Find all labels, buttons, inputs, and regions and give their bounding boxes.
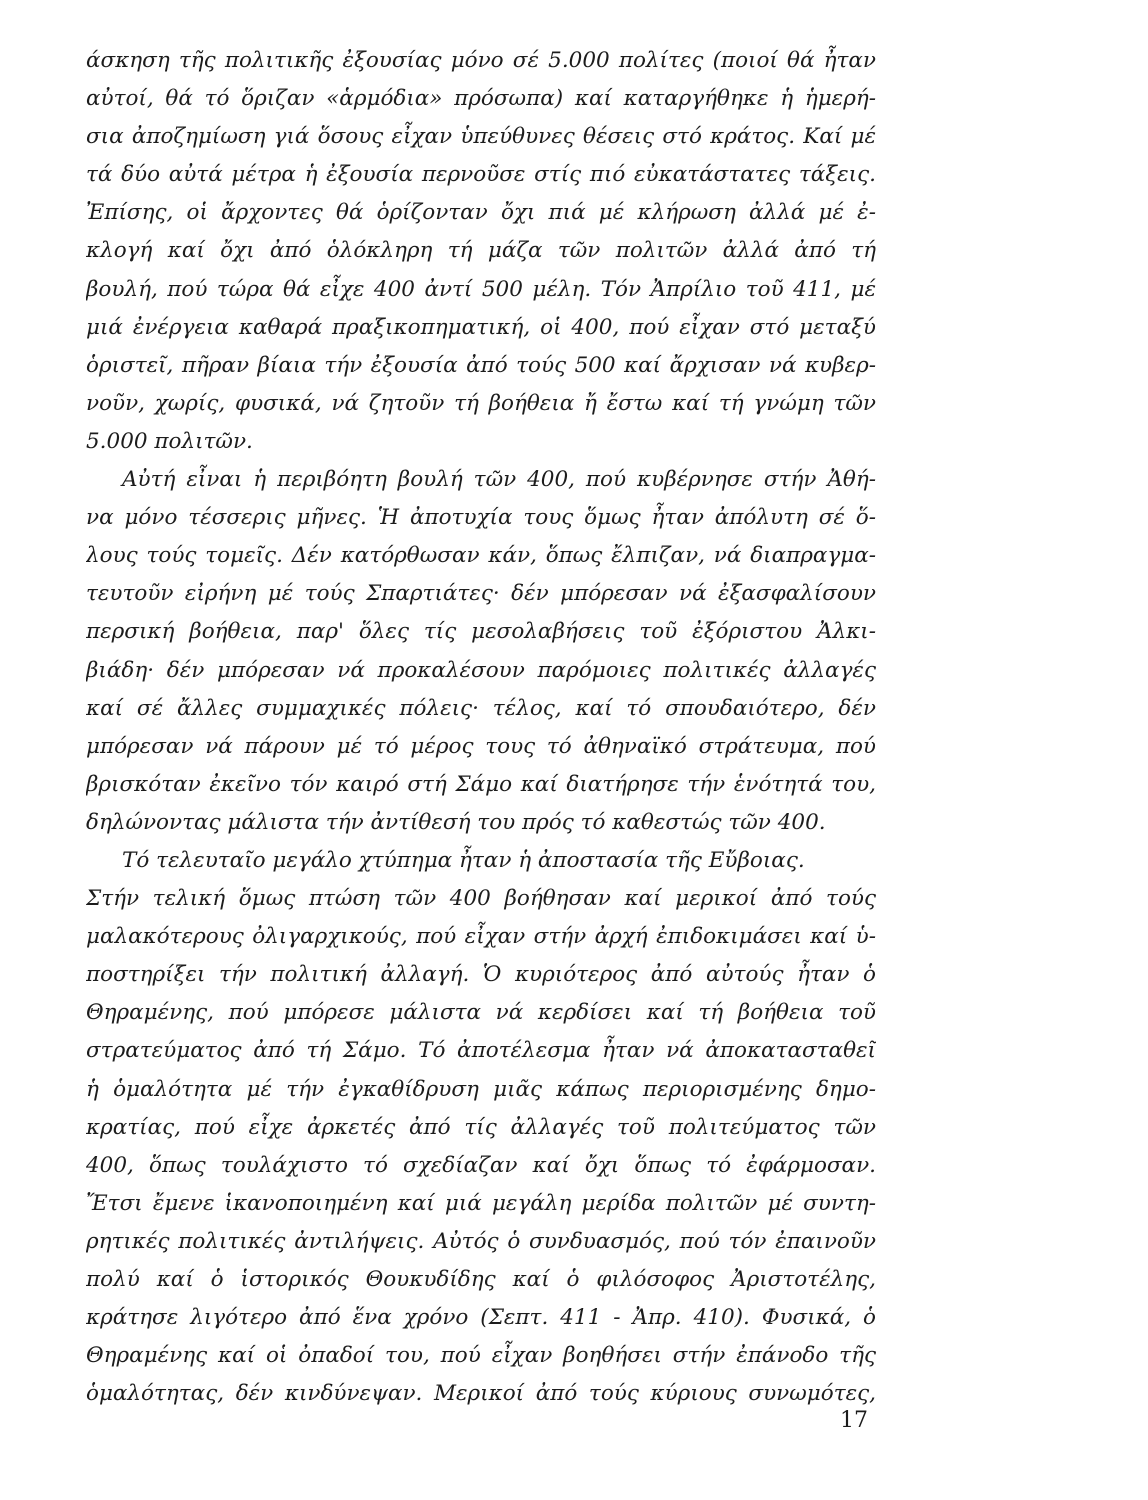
text-line: 400, ὅπως τουλάχιστο τό σχεδίαζαν καί ὄχι ὅπως τό ἐφάρμοσαν. — [86, 1152, 876, 1178]
text-line: μιά ἐνέργεια καθαρά πραξικοπηματική, οἱ 400, πού εἶχαν στό μεταξύ — [86, 314, 876, 340]
text-line: 5.000 πολιτῶν. — [86, 428, 253, 454]
text-line: Ἐπίσης, οἱ ἄρχοντες θά ὁρίζονταν ὄχι πιά μέ κλήρωση ἀλλά μέ ἐ- — [86, 200, 876, 226]
text-line: Ἔτσι ἔμενε ἱκανοποιημένη καί μιά μεγάλη μερίδα πολιτῶν μέ συντη- — [86, 1190, 876, 1216]
text-line: Στήν τελική ὅμως πτώση τῶν 400 βοήθησαν καί μερικοί ἀπό τούς — [86, 886, 876, 912]
text-line: βουλή, πού τώρα θά εἶχε 400 ἀντί 500 μέλη. Τόν Ἀπρίλιο τοῦ 411, μέ — [86, 276, 876, 302]
text-line: ἡ ὁμαλότητα μέ τήν ἐγκαθίδρυση μιᾶς κάπως περιορισμένης δημο- — [86, 1076, 876, 1102]
text-line: μαλακότερους ὀλιγαρχικούς, πού εἶχαν στήν ἀρχή ἐπιδοκιμάσει καί ὑ- — [86, 924, 876, 950]
text-line: βρισκόταν ἐκεῖνο τόν καιρό στή Σάμο καί διατήρησε τήν ἑνότητά του, — [86, 771, 876, 797]
text-line: λους τούς τομεῖς. Δέν κατόρθωσαν κάν, ὅπως ἔλπιζαν, νά διαπραγμα- — [86, 543, 876, 569]
text-line: δηλώνοντας μάλιστα τήν ἀντίθεσή του πρός τό καθεστώς τῶν 400. — [86, 809, 826, 835]
text-line: ὁμαλότητας, δέν κινδύνεψαν. Μερικοί ἀπό τούς κύριους συνωμότες, — [86, 1381, 876, 1407]
text-line: μπόρεσαν νά πάρουν μέ τό μέρος τους τό ἀθηναϊκό στράτευμα, πού — [86, 733, 876, 759]
text-line: νοῦν, χωρίς, φυσικά, νά ζητοῦν τή βοήθεια ἤ ἔστω καί τή γνώμη τῶν — [86, 390, 876, 416]
text-line: βιάδη· δέν μπόρεσαν νά προκαλέσουν παρόμοιες πολιτικές ἀλλαγές — [86, 657, 876, 683]
text-line: τευτοῦν εἰρήνη μέ τούς Σπαρτιάτες· δέν μπόρεσαν νά ἐξασφαλίσουν — [86, 581, 876, 607]
text-line: Θηραμένης, πού μπόρεσε μάλιστα νά κερδίσει καί τή βοήθεια τοῦ — [86, 1000, 876, 1026]
text-line: καί σέ ἄλλες συμμαχικές πόλεις· τέλος, καί τό σπουδαιότερο, δέν — [86, 695, 876, 721]
text-line: σια ἀποζημίωση γιά ὅσους εἶχαν ὑπεύθυνες θέσεις στό κράτος. Καί μέ — [86, 124, 876, 150]
text-line: κρατίας, πού εἶχε ἀρκετές ἀπό τίς ἀλλαγές τοῦ πολιτεύματος τῶν — [86, 1114, 876, 1140]
text-line: τά δύο αὐτά μέτρα ἡ ἐξουσία περνοῦσε στίς πιό εὐκατάστατες τάξεις. — [86, 162, 876, 188]
text-line: να μόνο τέσσερις μῆνες. Ἡ ἀποτυχία τους ὅμως ἦταν ἀπόλυτη σέ ὅ- — [86, 505, 876, 531]
paragraph-first-line: Τό τελευταῖο μεγάλο χτύπημα ἦταν ἡ ἀποστασία τῆς Εὔβοιας. — [122, 847, 805, 873]
text-line: Θηραμένης καί οἱ ὀπαδοί του, πού εἶχαν βοηθήσει στήν ἐπάνοδο τῆς — [86, 1343, 876, 1369]
text-line: περσική βοήθεια, παρ' ὅλες τίς μεσολαβήσεις τοῦ ἐξόριστου Ἀλκι- — [86, 619, 876, 645]
text-line: πολύ καί ὁ ἱστορικός Θουκυδίδης καί ὁ φιλόσοφος Ἀριστοτέλης, — [86, 1267, 876, 1292]
body-text — [86, 42, 876, 1413]
page-number: 17 — [840, 1408, 868, 1433]
text-line: ρητικές πολιτικές ἀντιλήψεις. Αὐτός ὁ συνδυασμός, πού τόν ἐπαινοῦν — [86, 1228, 876, 1254]
text-line: κλογή καί ὄχι ἀπό ὁλόκληρη τή μάζα τῶν πολιτῶν ἀλλά ἀπό τή — [86, 238, 876, 264]
paragraph-first-line: Αὐτή εἶναι ἡ περιβόητη βουλή τῶν 400, πού κυβέρνησε στήν Ἀθή- — [122, 467, 876, 493]
text-line: αὐτοί, θά τό ὅριζαν «ἁρμόδια» πρόσωπα) καί καταργήθηκε ἡ ἡμερή- — [86, 86, 876, 112]
text-line: κράτησε λιγότερο ἀπό ἕνα χρόνο (Σεπτ. 411 - Ἀπρ. 410). Φυσικά, ὁ — [86, 1305, 876, 1331]
text-line: άσκηση τῆς πολιτικῆς ἐξουσίας μόνο σέ 5.000 πολίτες (ποιοί θά ἦταν — [86, 48, 876, 73]
text-line: στρατεύματος ἀπό τή Σάμο. Τό ἀποτέλεσμα ἦταν νά ἀποκατασταθεῖ — [86, 1038, 876, 1064]
text-line: ὁριστεῖ, πῆραν βίαια τήν ἐξουσία ἀπό τούς 500 καί ἄρχισαν νά κυβερ- — [86, 352, 876, 378]
text-line: ποστηρίξει τήν πολιτική ἀλλαγή. Ὁ κυριότερος ἀπό αὐτούς ἦταν ὁ — [86, 962, 876, 988]
